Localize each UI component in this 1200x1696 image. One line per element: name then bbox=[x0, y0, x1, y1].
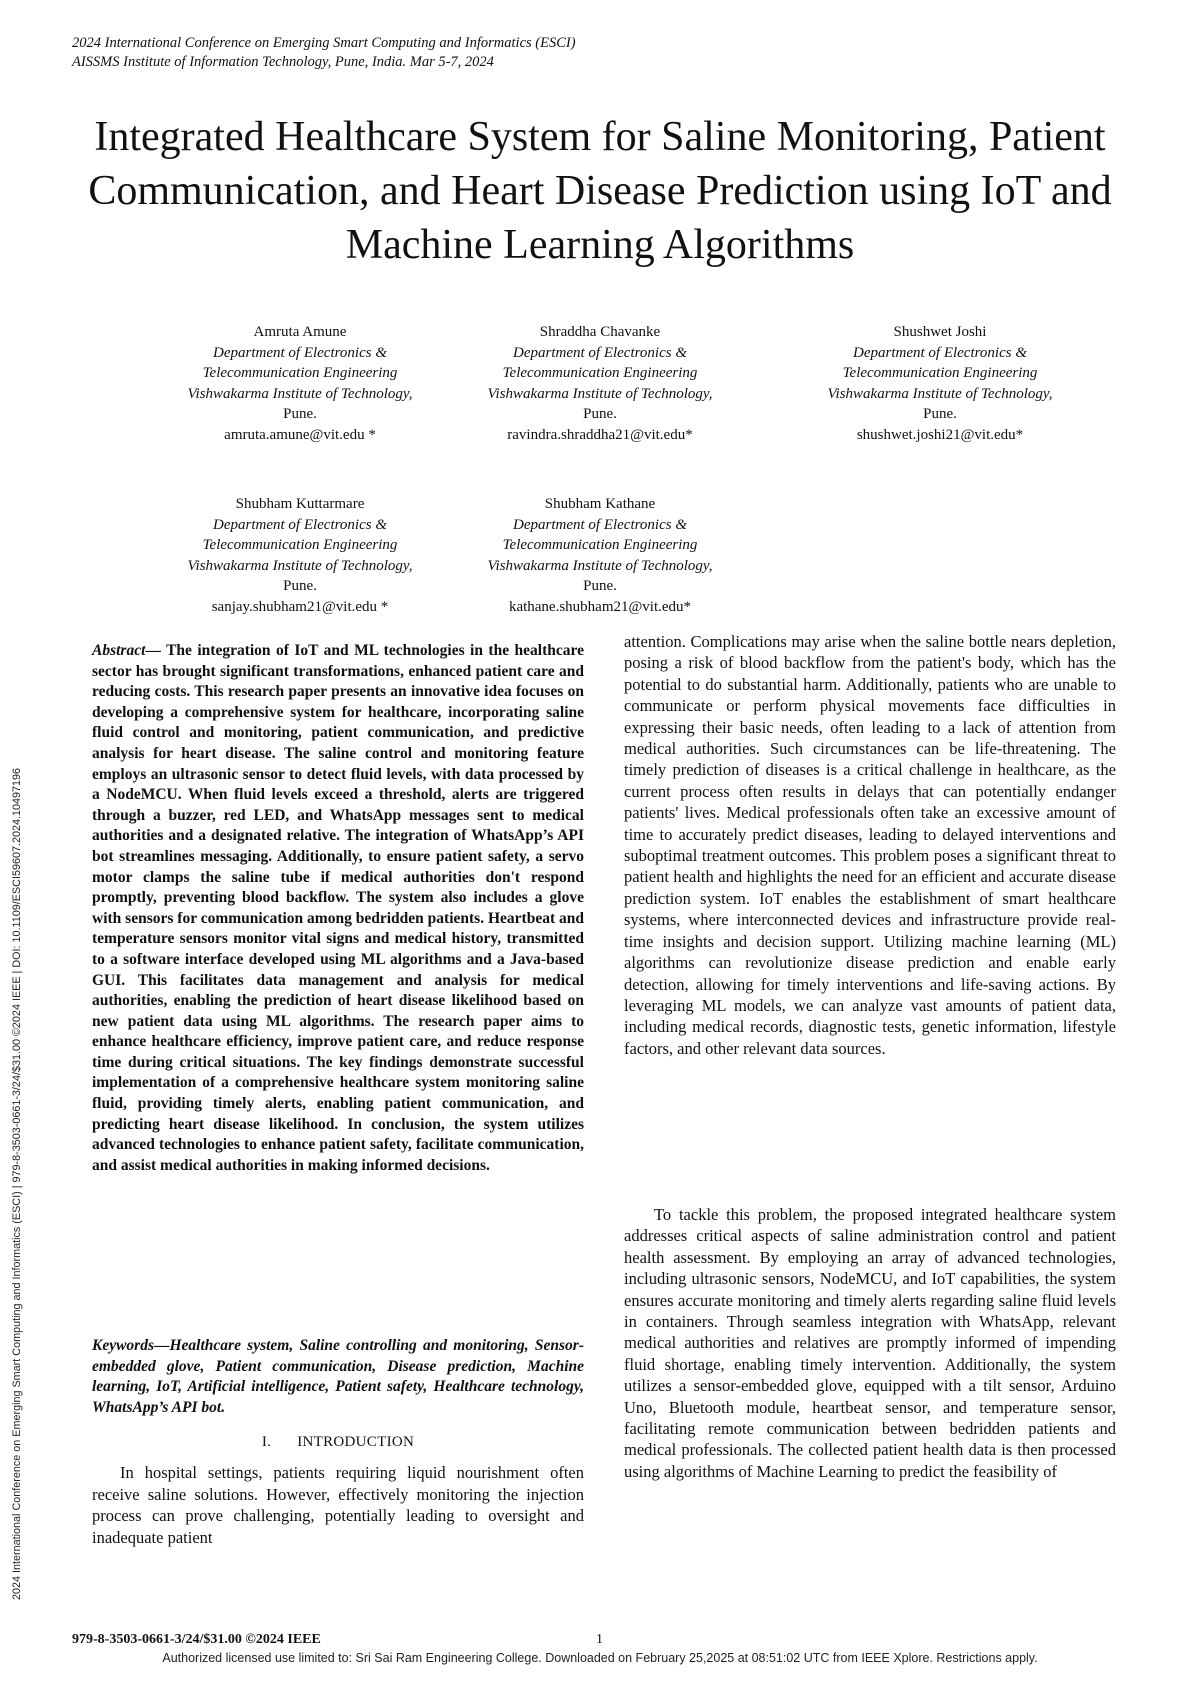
author-dept: Department of Electronics & bbox=[213, 516, 387, 533]
intro-text: In hospital settings, patients requiring liquid nourishment often receive saline solutions. However, effectively monitoring the injection process can prove challenging, potentially leading to oversight and inadequate patient bbox=[92, 1463, 584, 1547]
section-number: I. bbox=[261, 1434, 272, 1450]
author-block bbox=[760, 322, 1120, 445]
author-dept: Department of Electronics & bbox=[213, 344, 387, 361]
intro-paragraph bbox=[92, 1462, 584, 1548]
author-name: Shraddha Chavanke bbox=[539, 324, 661, 340]
author-block bbox=[420, 322, 780, 445]
page-number: 1 bbox=[596, 1632, 603, 1647]
author-dept: Telecommunication Engineering bbox=[842, 365, 1038, 381]
body-paragraph bbox=[624, 1204, 1116, 1482]
body-text: attention. Complications may arise when the saline bottle nears depletion, posing a risk of blood backflow from the patient's body, which has the potential to do substantial harm. Additionally, patients who are unable to communicate or perform physical movements face difficulties in expressing their basic needs, often leading to a lack of attention from medical authorities. Such circumstances can be life-threatening. The timely prediction of diseases is a critical challenge in healthcare, as the current process often results in delays that can potentially endanger patients' lives. Medical professionals often take an excessive amount of time to accurately predict diseases, leading to delayed interventions and suboptimal treatment outcomes. This problem poses a significant threat to patient health and highlights the need for an efficient and accurate disease prediction system. IoT enables the establishment of smart healthcare systems, where interconnected devices and infrastructure provide real-time insights and decision support. Utilizing machine learning (ML) algorithms can revolutionize disease prediction and enable early detection, allowing for timely interventions and life-saving actions. By leveraging ML models, we can analyze vast amounts of patient data, including medical records, diagnostic tests, genetic information, lifestyle factors, and other relevant data sources. bbox=[624, 632, 1116, 1058]
author-institute: Vishwakarma Institute of Technology, bbox=[827, 385, 1053, 402]
conference-venue: AISSMS Institute of Information Technology, Pune, India. Mar 5-7, 2024 bbox=[72, 54, 494, 70]
author-email: sanjay.shubham21@vit.edu * bbox=[211, 598, 389, 615]
author-name: Shubham Kuttarmare bbox=[235, 496, 365, 512]
body-paragraph bbox=[624, 631, 1116, 1059]
author-institute: Vishwakarma Institute of Technology, bbox=[187, 557, 413, 574]
author-city: Pune. bbox=[583, 578, 617, 594]
author-email: kathane.shubham21@vit.edu* bbox=[508, 598, 692, 615]
author-name: Shubham Kathane bbox=[544, 496, 656, 512]
side-doi-strip: 2024 International Conference on Emerging Smart Computing and Informatics (ESCI) | 979-8-3503-0661-3/24/$31.00 ©2024 IEEE | DOI: 10.1109/ESCI59607.2024.10497196 bbox=[11, 767, 23, 1600]
paper-title: Integrated Healthcare System for Saline Monitoring, Patient Communication, and Heart Disease Prediction using IoT and Machine Learning Algorithms bbox=[88, 114, 1112, 268]
conference-name: 2024 International Conference on Emerging Smart Computing and Informatics (ESCI) bbox=[72, 35, 576, 51]
author-name: Shushwet Joshi bbox=[893, 324, 987, 340]
author-dept: Telecommunication Engineering bbox=[502, 537, 698, 553]
conference-header bbox=[72, 34, 576, 72]
author-email: amruta.amune@vit.edu * bbox=[224, 426, 376, 443]
author-email: ravindra.shraddha21@vit.edu* bbox=[507, 426, 693, 443]
abstract-text: — The integration of IoT and ML technologies in the healthcare sector has brought significant transformations, enhanced patient care and reducing costs. This research paper presents an innovative idea focuses on developing a comprehensive system for healthcare, incorporating saline fluid control and monitoring, patient communication, and predictive analysis for heart disease. The saline control and monitoring feature employs an ultrasonic sensor to detect fluid levels, with data processed by a NodeMCU. When fluid levels exceed a threshold, alerts are triggered through a buzzer, red LED, and WhatsApp messages sent to medical authorities and a designated relative. The integration of WhatsApp’s API bot streamlines messaging. Additionally, to ensure patient safety, a servo motor clamps the saline tube if medical authorities don't respond promptly, preventing blood backflow. The system also includes a glove with sensors for communication among bedridden patients. Heartbeat and temperature sensors monitor vital signs and medical history, transmitted to a software interface developed using ML algorithms and a Java-based GUI. This facilitates data management and analysis for medical authorities, enabling the prediction of heart disease likelihood based on new patient data using ML algorithms. The research paper aims to enhance healthcare efficiency, improve patient care, and reduce response time during critical situations. The key findings demonstrate successful implementation of a comprehensive healthcare system monitoring saline fluid, providing timely alerts, enabling patient communication, and predicting heart disease likelihood. In conclusion, the system utilizes advanced technologies to enhance patient safety, facilitate communication, and assist medical authorities in making informed decisions. bbox=[92, 642, 584, 1174]
author-institute: Vishwakarma Institute of Technology, bbox=[487, 385, 713, 402]
author-dept: Department of Electronics & bbox=[513, 344, 687, 361]
author-city: Pune. bbox=[923, 406, 957, 422]
author-block bbox=[420, 494, 780, 617]
authorized-use-notice: Authorized licensed use limited to: Sri Sai Ram Engineering College. Downloaded on February 25,2025 at 08:51:02 UTC from IEEE Xplore. Restrictions apply. bbox=[162, 1651, 1038, 1665]
author-dept: Department of Electronics & bbox=[853, 344, 1027, 361]
author-city: Pune. bbox=[283, 578, 317, 594]
keywords bbox=[92, 1336, 584, 1418]
author-email: shushwet.joshi21@vit.edu* bbox=[856, 426, 1024, 443]
abstract bbox=[92, 641, 584, 1176]
section-title: INTRODUCTION bbox=[297, 1434, 415, 1450]
author-institute: Vishwakarma Institute of Technology, bbox=[487, 557, 713, 574]
abstract-label: Abstract bbox=[92, 642, 146, 659]
author-city: Pune. bbox=[583, 406, 617, 422]
author-dept: Telecommunication Engineering bbox=[202, 537, 398, 553]
author-name: Amruta Amune bbox=[253, 324, 347, 340]
author-dept: Department of Electronics & bbox=[513, 516, 687, 533]
author-dept: Telecommunication Engineering bbox=[502, 365, 698, 381]
footer-copyright: 979-8-3503-0661-3/24/$31.00 ©2024 IEEE bbox=[72, 1632, 321, 1647]
section-heading bbox=[92, 1432, 584, 1452]
author-city: Pune. bbox=[283, 406, 317, 422]
body-text: To tackle this problem, the proposed integrated healthcare system addresses critical aspects of saline administration control and patient health assessment. By employing an array of advanced technologies, including ultrasonic sensors, NodeMCU, and IoT capabilities, the system ensures accurate monitoring and timely alerts regarding saline fluid levels in containers. Through seamless integration with WhatsApp, relevant medical authorities and relatives are promptly informed of impending fluid shortage, enabling timely intervention. Additionally, the system utilizes a sensor-embedded glove, equipped with a tilt sensor, Arduino Uno, Bluetooth module, heartbeat sensor, and temperature sensor, facilitating remote communication between bedridden patients and medical professionals. The collected patient health data is then processed using algorithms of Machine Learning to predict the feasibility of bbox=[624, 1205, 1116, 1481]
author-dept: Telecommunication Engineering bbox=[202, 365, 398, 381]
keywords-text: Keywords—Healthcare system, Saline controlling and monitoring, Sensor-embedded glove, Patient communication, Disease prediction, Machine learning, IoT, Artificial intelligence, Patient safety, Healthcare technology, WhatsApp’s API bot. bbox=[92, 1337, 584, 1416]
author-institute: Vishwakarma Institute of Technology, bbox=[187, 385, 413, 402]
